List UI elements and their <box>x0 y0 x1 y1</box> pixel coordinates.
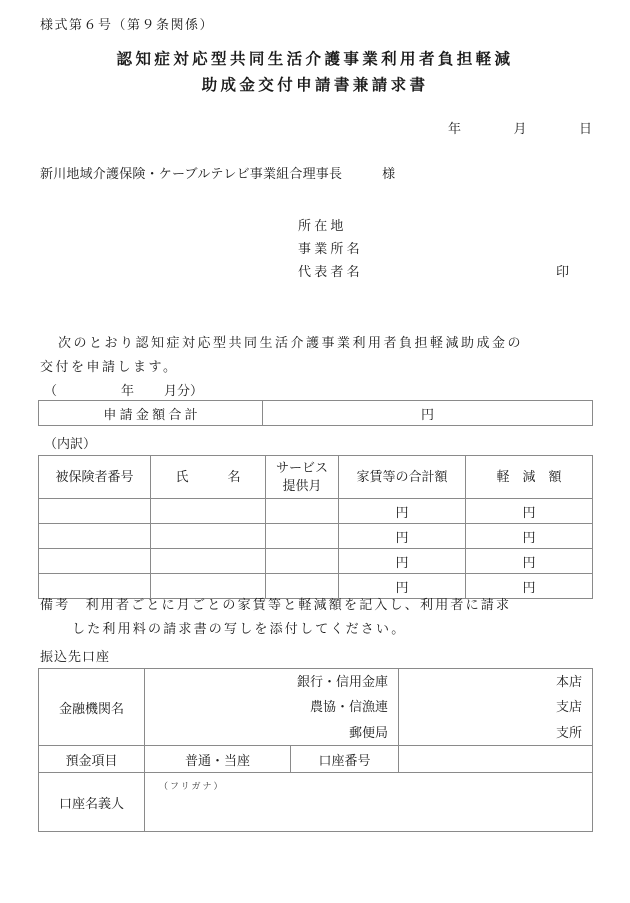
cell-rent-total[interactable]: 円 <box>339 499 466 524</box>
institution-type-options[interactable] <box>145 669 399 746</box>
applicant-office-name-label: 事業所名 <box>298 241 363 256</box>
column-header-name: 氏 名 <box>151 456 266 499</box>
table-row <box>39 669 593 746</box>
breakdown-table <box>38 455 593 599</box>
applicant-representative-label: 代表者名 <box>298 264 363 279</box>
cell-reduction[interactable]: 円 <box>466 549 593 574</box>
table-row <box>39 549 593 574</box>
cell-rent-total[interactable]: 円 <box>339 574 466 599</box>
period-year-label: 年 <box>121 383 135 398</box>
deposit-type-label: 預金項目 <box>39 746 145 773</box>
service-month-line-1: サービス <box>275 460 328 476</box>
date-day-label: 日 <box>578 121 592 136</box>
cell-reduction[interactable]: 円 <box>466 524 593 549</box>
cell-name[interactable] <box>151 574 266 599</box>
table-row <box>39 401 593 426</box>
addressee-honorific: 様 <box>382 166 396 181</box>
period-open-paren: （ <box>44 383 58 398</box>
cell-service-month[interactable] <box>266 549 339 574</box>
cell-service-month[interactable] <box>266 499 339 524</box>
cell-insured-number[interactable] <box>39 574 151 599</box>
account-holder-value[interactable] <box>145 773 593 832</box>
body-paragraph-line-1: 次のとおり認知症対応型共同生活介護事業利用者負担軽減助成金の <box>58 335 524 350</box>
account-holder-label: 口座名義人 <box>39 773 145 832</box>
page-title-line-1: 認知症対応型共同生活介護事業利用者負担軽減 <box>116 51 514 68</box>
total-amount-table <box>38 400 593 426</box>
branch-type-sub-branch[interactable]: 支所 <box>556 724 583 740</box>
body-paragraph-line-2: 交付を申請します。 <box>40 359 179 374</box>
bank-section-label: 振込先口座 <box>40 649 111 664</box>
bank-account-table <box>38 668 593 832</box>
cell-reduction[interactable]: 円 <box>466 574 593 599</box>
column-header-reduction: 軽 減 額 <box>466 456 593 499</box>
total-amount-value-cell[interactable]: 円 <box>263 401 593 426</box>
column-header-service-month <box>266 456 339 499</box>
branch-type-options[interactable] <box>399 669 593 746</box>
column-header-rent-total: 家賃等の合計額 <box>339 456 466 499</box>
date-month-label: 月 <box>513 121 527 136</box>
cell-insured-number[interactable] <box>39 499 151 524</box>
institution-type-bank[interactable]: 銀行・信用金庫 <box>297 674 389 689</box>
institution-type-post[interactable]: 郵便局 <box>349 724 389 740</box>
cell-insured-number[interactable] <box>39 549 151 574</box>
institution-name-label: 金融機関名 <box>39 669 145 746</box>
branch-type-head-office[interactable]: 本店 <box>556 674 583 689</box>
cell-name[interactable] <box>151 549 266 574</box>
cell-service-month[interactable] <box>266 574 339 599</box>
table-row <box>39 773 593 832</box>
cell-rent-total[interactable]: 円 <box>339 524 466 549</box>
addressee-name: 新川地域介護保険・ケーブルテレビ事業組合理事長 <box>40 166 343 181</box>
total-amount-label: 申 請 金 額 合 計 <box>39 401 263 426</box>
table-row <box>39 574 593 599</box>
cell-name[interactable] <box>151 524 266 549</box>
service-month-line-2: 提供月 <box>282 478 322 493</box>
cell-reduction[interactable]: 円 <box>466 499 593 524</box>
remarks-line-2: した利用料の請求書の写しを添付してください。 <box>72 621 407 636</box>
form-number: 様式第６号（第９条関係） <box>40 17 215 32</box>
column-header-insured-number: 被保険者番号 <box>39 456 151 499</box>
account-number-value[interactable] <box>399 746 593 773</box>
account-number-label: 口座番号 <box>291 746 399 773</box>
account-holder-furigana-label: （フリガナ） <box>159 781 225 792</box>
breakdown-label: （内訳） <box>44 436 97 451</box>
branch-type-branch[interactable]: 支店 <box>556 699 583 715</box>
date-year-label: 年 <box>447 121 461 136</box>
remarks-line-1: 備考 利用者ごとに月ごとの家賃等と軽減額を記入し、利用者に請求 <box>40 597 512 612</box>
cell-service-month[interactable] <box>266 524 339 549</box>
institution-type-agri[interactable]: 農協・信漁連 <box>310 699 389 715</box>
cell-name[interactable] <box>151 499 266 524</box>
page-title-line-2: 助成金交付申請書兼請求書 <box>201 77 429 94</box>
date-line <box>0 118 592 137</box>
period-line <box>44 384 203 397</box>
cell-insured-number[interactable] <box>39 524 151 549</box>
deposit-type-options[interactable]: 普通・当座 <box>145 746 291 773</box>
addressee-line <box>40 167 395 180</box>
cell-rent-total[interactable]: 円 <box>339 549 466 574</box>
table-row <box>39 499 593 524</box>
applicant-location-label: 所在地 <box>298 218 347 233</box>
table-header-row <box>39 456 593 499</box>
seal-mark: 印 <box>556 264 570 279</box>
period-month-suffix: 月分） <box>164 383 204 398</box>
table-row <box>39 746 593 773</box>
table-row <box>39 524 593 549</box>
